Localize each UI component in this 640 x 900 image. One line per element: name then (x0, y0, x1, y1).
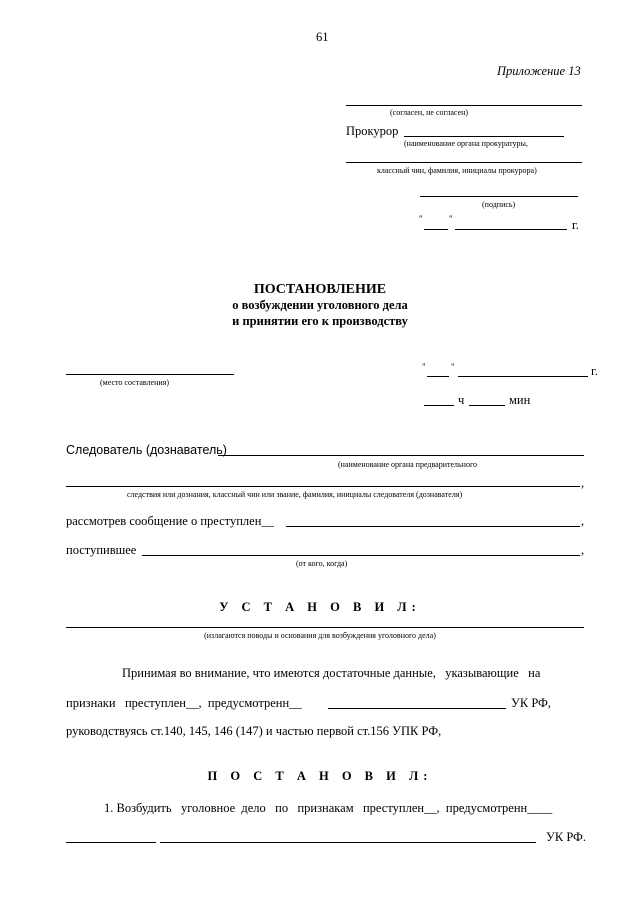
place-caption: (место составления) (100, 378, 169, 387)
established-heading: У С Т А Н О В И Л: (219, 600, 421, 614)
paragraph-line-3: руководствуясь ст.140, 145, 146 (147) и частью первой ст.156 УПК РФ, (66, 724, 442, 738)
established-caption: (излагаются поводы и основания для возбуждения уголовного дела) (204, 631, 436, 640)
hours-label: ч (458, 393, 465, 407)
document-title: ПОСТАНОВЛЕНИЕ (253, 282, 387, 297)
investigator-label: Следователь (дознаватель) (66, 443, 227, 457)
paragraph-line-1: Принимая во внимание, что имеются достаточные данные, указывающие на (122, 666, 541, 680)
received-caption: (от кого, когда) (296, 559, 348, 568)
investigator-caption-2: следствия или дознания, классный чин или звание, фамилия, инициалы следователя (дознавателя) (127, 490, 463, 499)
date2-day-line[interactable] (427, 376, 449, 377)
established-line[interactable] (66, 627, 584, 628)
paragraph-uk-rf: УК РФ, (511, 696, 552, 710)
agree-caption: (согласен, не согласен) (390, 108, 469, 117)
date-quote-close: " (449, 214, 453, 224)
page-number: 61 (316, 30, 329, 44)
minutes-line[interactable] (469, 405, 505, 406)
document-subtitle-2: и принятии его к производству (232, 314, 408, 328)
date2-year-suffix: г. (591, 364, 598, 378)
date2-month-line[interactable] (458, 376, 588, 377)
resolved-uk-rf: УК РФ. (546, 830, 587, 844)
date-quote-open: " (419, 214, 423, 224)
date2-quote-close: " (451, 362, 455, 372)
prosecutor-rank-line[interactable] (346, 162, 582, 163)
prosecutor-rank-caption: классный чин, фамилия, инициалы прокурора) (377, 166, 537, 175)
agree-line[interactable] (346, 105, 582, 106)
investigator-caption-1: (наименование органа предварительного (338, 460, 478, 469)
place-line[interactable] (66, 374, 234, 375)
resolved-item-1: 1. Возбудить уголовное дело по признакам преступлен__, предусмотренн____ (104, 801, 553, 815)
minutes-label: мин (509, 393, 531, 407)
prosecutor-organ-caption: (наименование органа прокуратуры, (404, 139, 528, 148)
date2-quote-open: " (422, 362, 426, 372)
report-label: рассмотрев сообщение о преступлен__ (66, 514, 274, 528)
received-line[interactable] (142, 555, 580, 556)
resolved-article-line-2[interactable] (160, 842, 536, 843)
prosecutor-label: Прокурор (346, 124, 399, 138)
investigator-details-line[interactable] (66, 486, 580, 487)
report-comma: , (581, 514, 585, 528)
document-subtitle-1: о возбуждении уголовного дела (232, 298, 408, 312)
paragraph-line-2: признаки преступлен__, предусмотренн__ (66, 696, 302, 710)
investigator-organ-line[interactable] (218, 455, 584, 456)
prosecutor-organ-line[interactable] (404, 136, 564, 137)
paragraph-article-line[interactable] (328, 708, 506, 709)
hours-line[interactable] (424, 405, 454, 406)
received-label: поступившее (66, 543, 137, 557)
appendix-label: Приложение 13 (497, 64, 581, 78)
date-year-suffix: г. (572, 218, 579, 232)
date-day-line[interactable] (424, 229, 448, 230)
signature-line[interactable] (420, 196, 578, 197)
received-comma: , (581, 543, 585, 557)
date-month-line[interactable] (455, 229, 567, 230)
signature-caption: (подпись) (482, 200, 516, 209)
investigator-comma: , (581, 476, 585, 490)
resolved-heading: П О С Т А Н О В И Л: (207, 769, 433, 783)
resolved-article-line-1[interactable] (66, 842, 156, 843)
report-line[interactable] (286, 526, 580, 527)
